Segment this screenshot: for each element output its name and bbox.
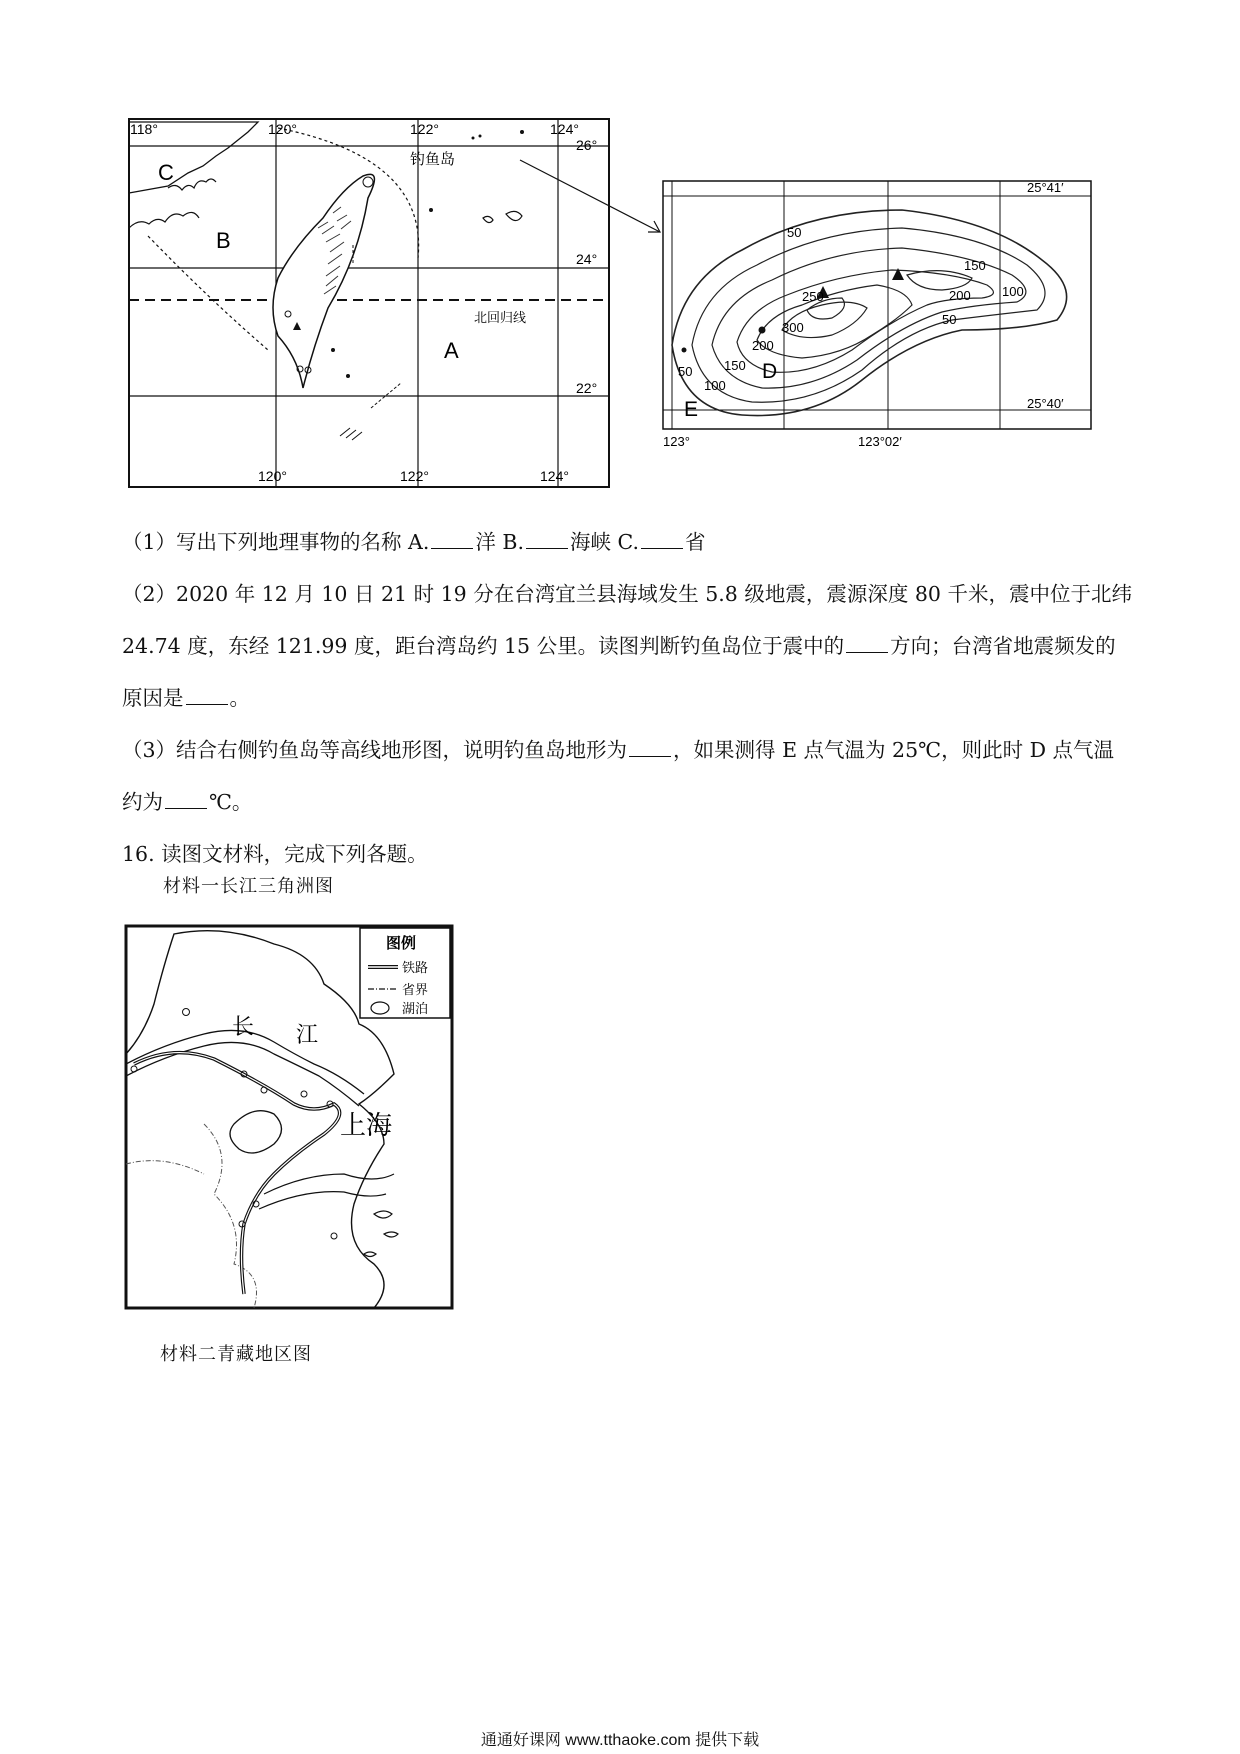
- diaoyu-label: 钓鱼岛: [410, 151, 456, 168]
- legend-title: 图例: [386, 935, 417, 952]
- lon-bottom-120: 120°: [258, 468, 287, 484]
- diaoyu-contour-map: [662, 180, 1104, 448]
- lon-label-124: 124°: [550, 121, 579, 137]
- question-1: （1）写出下列地理事物的名称 A. 洋 B. 海峡 C. 省: [122, 530, 706, 554]
- lon-bottom-122: 122°: [400, 468, 429, 484]
- answer-blank[interactable]: [186, 686, 228, 705]
- label-b: B: [216, 228, 231, 253]
- pointer-arrow: [510, 150, 670, 240]
- lat-label-22: 22°: [576, 380, 598, 396]
- lat-top-label: 25°41′: [1027, 180, 1064, 195]
- lon-label-118: 118°: [130, 121, 158, 137]
- contour-label: 50: [942, 312, 957, 327]
- contour-label: 200: [949, 288, 971, 303]
- label-c: C: [158, 160, 174, 185]
- lat-bottom-label: 25°40′: [1027, 396, 1064, 411]
- material-1-caption: 材料一长江三角洲图: [163, 876, 334, 897]
- tropic-label: 北回归线: [474, 310, 527, 325]
- lon-left-label: 123°: [663, 434, 690, 448]
- legend-rail: 铁路: [402, 960, 429, 975]
- label-chang: 长: [232, 1014, 255, 1039]
- label-jiang: 江: [296, 1022, 319, 1047]
- label-shanghai: 上海: [340, 1110, 393, 1140]
- question-3: （3）结合右侧钓鱼岛等高线地形图，说明钓鱼岛地形为 ，如果测得 E 点气温为 25℃，则此时 D 点气温 约为 ℃。: [122, 738, 1115, 814]
- answer-blank[interactable]: [629, 738, 671, 757]
- lon-label-120: 120°: [268, 121, 297, 137]
- contour-label: 150: [964, 258, 986, 273]
- question-2: （2）2020 年 12 月 10 日 21 时 19 分在台湾宜兰县海域发生 5.8 级地震，震源深度 80 千米，震中位于北纬 24.74 度，东经 121.99 度，距台湾岛约 15 公里。读图判断钓鱼岛位于震中的 方向；台湾省地震频发的 原因是 。: [122, 582, 1132, 710]
- lat-label-24: 24°: [576, 251, 598, 267]
- contour-label: 50: [787, 225, 802, 240]
- point-d: D: [762, 360, 778, 383]
- lon-mid-label: 123°02′: [858, 434, 902, 448]
- lon-label-122: 122°: [410, 121, 439, 137]
- page-footer: 通通好课网 www.tthaoke.com 提供下载: [480, 1732, 760, 1749]
- lat-label-26: 26°: [576, 137, 598, 153]
- material-2-caption: 材料二青藏地区图: [160, 1344, 312, 1365]
- contour-label: 100: [704, 378, 726, 393]
- contour-label: 50: [678, 364, 693, 379]
- contour-label: 150: [724, 358, 746, 373]
- contour-label: 300: [782, 320, 804, 335]
- contour-label: 250: [802, 289, 824, 304]
- contour-label: 200: [752, 338, 774, 353]
- point-e: E: [684, 398, 699, 421]
- label-a: A: [444, 338, 459, 363]
- answer-blank[interactable]: [526, 530, 568, 549]
- legend-lake: 湖泊: [402, 1001, 429, 1016]
- lon-bottom-124: 124°: [540, 468, 569, 484]
- question-16: 16. 读图文材料，完成下列各题。: [122, 842, 428, 866]
- yangtze-delta-map: [124, 924, 454, 1310]
- answer-blank[interactable]: [165, 790, 207, 809]
- contour-label: 100: [1002, 284, 1024, 299]
- answer-blank[interactable]: [641, 530, 683, 549]
- answer-blank[interactable]: [846, 634, 888, 653]
- legend-border: 省界: [402, 982, 429, 997]
- answer-blank[interactable]: [431, 530, 473, 549]
